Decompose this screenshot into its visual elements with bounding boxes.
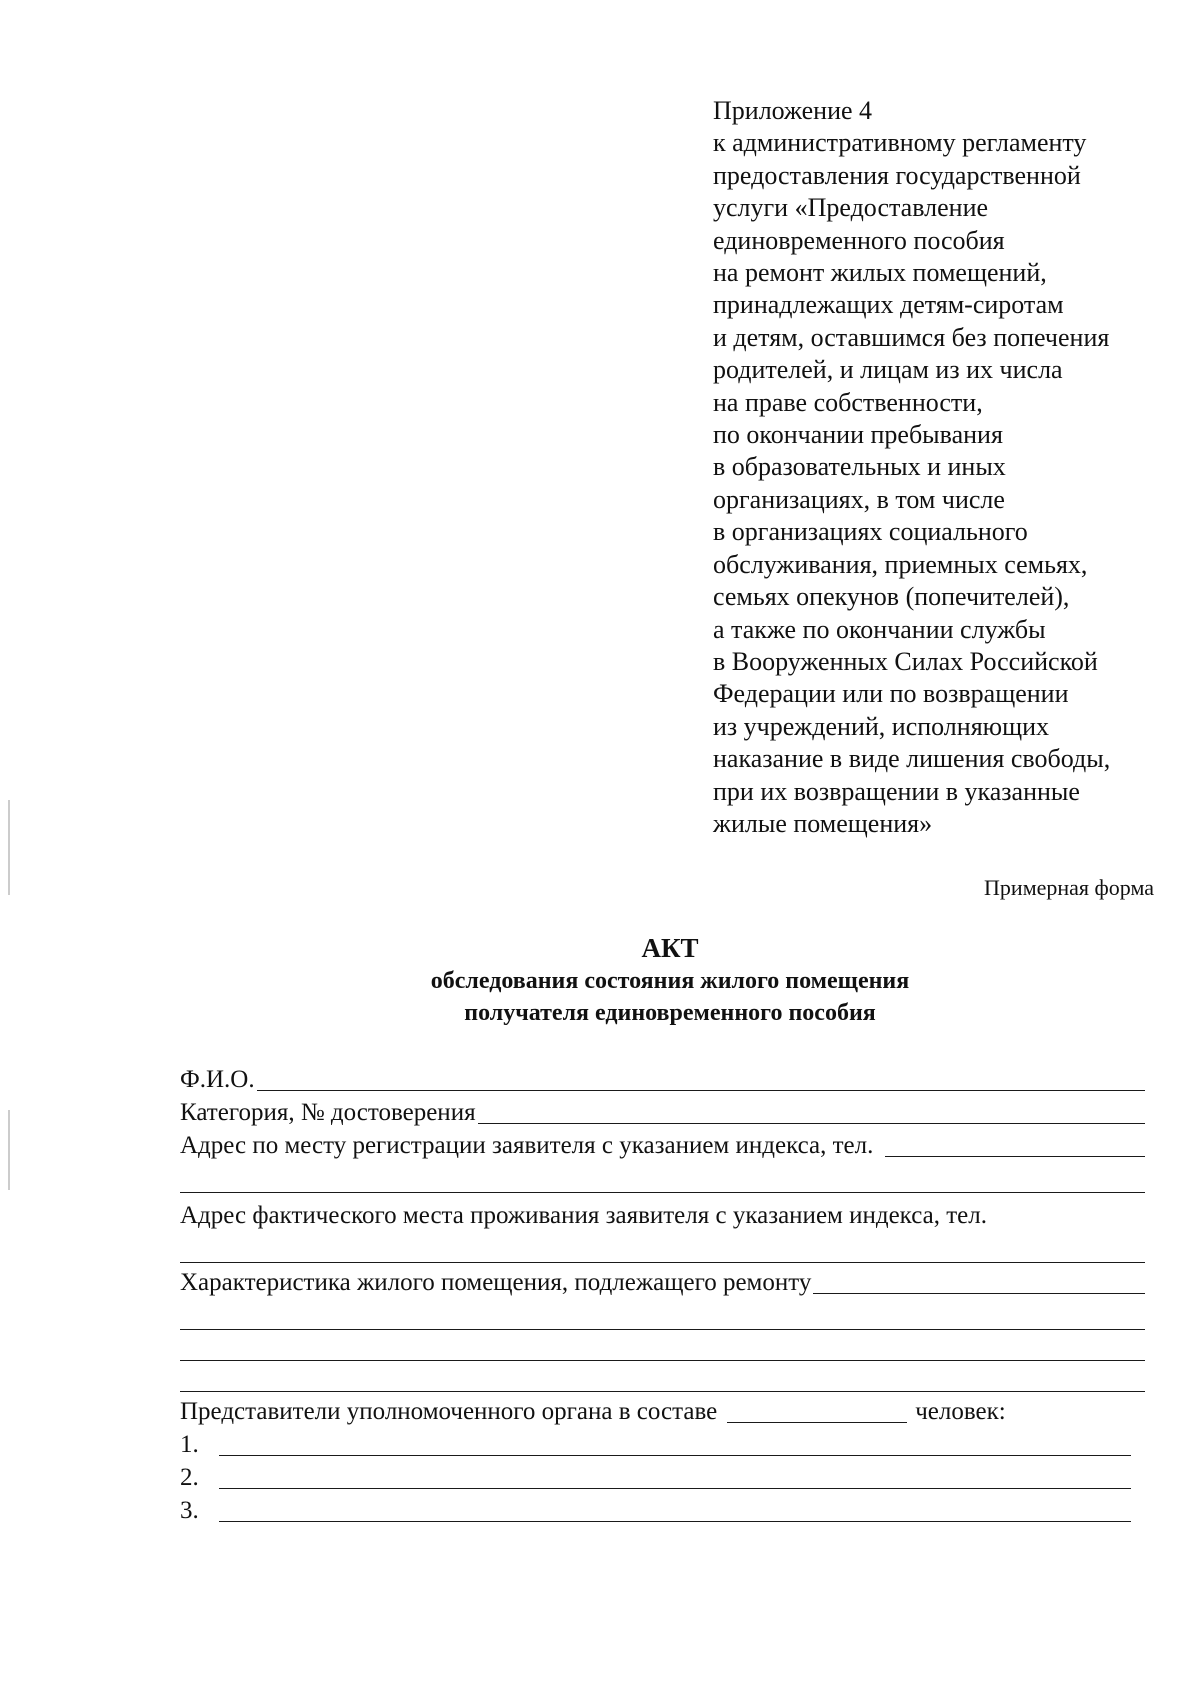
appendix-line: родителей, и лицам из их числа	[713, 355, 1063, 385]
fio-field[interactable]	[257, 1064, 1145, 1091]
characteristics-row	[180, 1266, 1145, 1299]
appendix-line: а также по окончании службы	[713, 614, 1046, 644]
representative-row-3	[180, 1494, 1145, 1527]
representatives-count-field[interactable]	[727, 1396, 907, 1423]
scan-artifact	[8, 1110, 10, 1190]
characteristics-line[interactable]	[180, 1361, 1145, 1392]
representative-row-1	[180, 1428, 1145, 1461]
appendix-line: по окончании пребывания	[713, 420, 1003, 450]
appendix-line: в организациях социального	[713, 517, 1028, 547]
representative-row-2	[180, 1461, 1145, 1494]
appendix-line: в образовательных и иных	[713, 452, 1006, 482]
appendix-line: наказание в виде лишения свободы,	[713, 744, 1111, 774]
act-title-block	[0, 932, 1200, 1029]
representatives-label: Представители уполномоченного органа в составе	[180, 1398, 718, 1425]
representative-number: 1.	[180, 1431, 199, 1458]
appendix-line: из учреждений, исполняющих	[713, 711, 1050, 741]
representative-field-3[interactable]	[219, 1495, 1131, 1522]
appendix-block	[713, 95, 1183, 840]
appendix-line: единовременного пособия	[713, 225, 1005, 255]
appendix-line: Приложение 4	[713, 96, 873, 125]
fio-label: Ф.И.О.	[180, 1066, 255, 1093]
representative-field-2[interactable]	[219, 1462, 1131, 1489]
actual-address-field[interactable]	[180, 1232, 1145, 1263]
category-label: Категория, № достоверения	[180, 1099, 476, 1126]
fio-row	[180, 1063, 1145, 1096]
inspection-form	[180, 1063, 1145, 1527]
appendix-line: в Вооруженных Силах Российской	[713, 646, 1098, 676]
reg-address-field[interactable]	[885, 1130, 1145, 1157]
reg-address-label: Адрес по месту регистрации заявителя с указанием индекса, тел.	[180, 1132, 874, 1159]
characteristics-line[interactable]	[180, 1299, 1145, 1330]
appendix-line: жилые помещения»	[713, 808, 933, 838]
actual-address-row	[180, 1199, 1145, 1232]
appendix-line: Федерации или по возвращении	[713, 679, 1069, 709]
characteristics-label: Характеристика жилого помещения, подлежащего ремонту	[180, 1269, 812, 1296]
appendix-line: предоставления государственной	[713, 160, 1081, 190]
representative-number: 2.	[180, 1464, 199, 1491]
representative-number: 3.	[180, 1497, 199, 1524]
appendix-line: на ремонт жилых помещений,	[713, 258, 1047, 288]
category-row	[180, 1096, 1145, 1129]
category-field[interactable]	[478, 1097, 1145, 1124]
representatives-suffix: человек:	[915, 1398, 1006, 1425]
appendix-line: принадлежащих детям-сиротам	[713, 290, 1064, 320]
actual-address-label: Адрес фактического места проживания заявителя с указанием индекса, тел.	[180, 1202, 987, 1229]
reg-address-row	[180, 1129, 1145, 1162]
appendix-line: обслуживания, приемных семьях,	[713, 549, 1088, 579]
reg-address-continuation-line[interactable]	[180, 1162, 1145, 1193]
representatives-row	[180, 1395, 1145, 1428]
characteristics-field[interactable]	[813, 1267, 1145, 1294]
appendix-line: организациях, в том числе	[713, 484, 1005, 514]
characteristics-line[interactable]	[180, 1330, 1145, 1361]
appendix-line: семьях опекунов (попечителей),	[713, 582, 1070, 612]
appendix-line: и детям, оставшимся без попечения	[713, 322, 1110, 352]
act-subtitle-line-1: обследования состояния жилого помещения	[430, 968, 910, 994]
appendix-line: на праве собственности,	[713, 387, 983, 417]
appendix-line: услуги «Предоставление	[713, 193, 989, 223]
appendix-line: к административному регламенту	[713, 128, 1087, 158]
appendix-line: при их возвращении в указанные	[713, 776, 1080, 806]
representative-field-1[interactable]	[219, 1429, 1131, 1456]
act-title: АКТ	[641, 933, 699, 963]
sample-form-label: Примерная форма	[984, 875, 1154, 900]
act-subtitle-line-2: получателя единовременного пособия	[464, 1000, 876, 1026]
scan-artifact	[8, 800, 10, 895]
